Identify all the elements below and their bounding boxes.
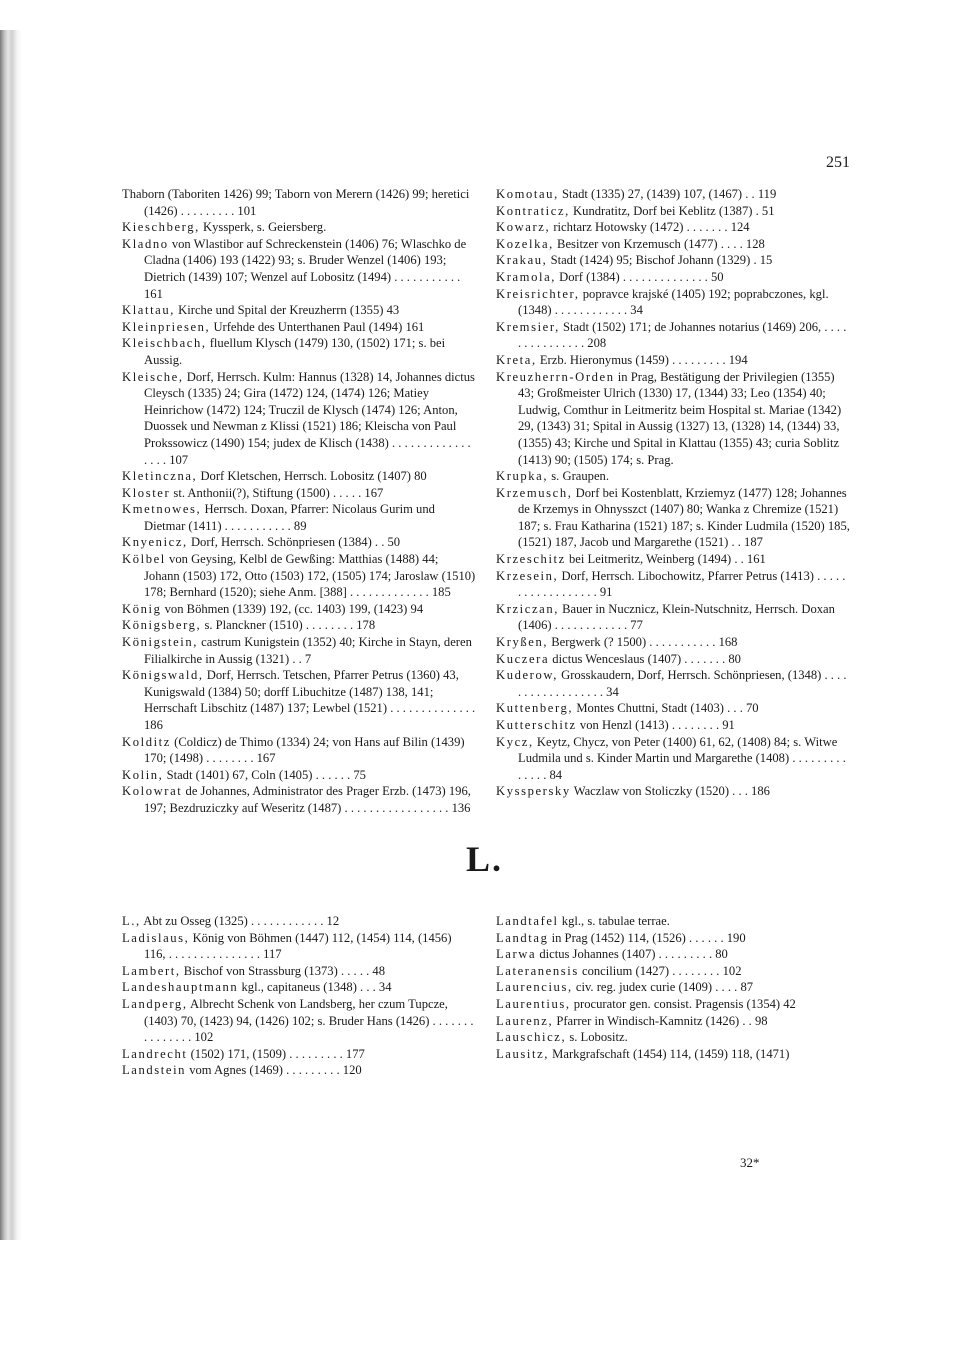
index-entry-text: Kyssperk, s. Geiersberg. bbox=[199, 220, 327, 235]
index-entry bbox=[496, 601, 851, 634]
index-entry-text: (Coldicz) de Thimo (1334) 24; von Hans auf Bilin (1439) 170; (1498) . . . . . . . . 167 bbox=[144, 734, 465, 766]
index-entry-headword: Ladislaus, bbox=[122, 930, 190, 945]
index-entry-text: Stadt (1401) 67, Coln (1405) . . . . . . 75 bbox=[163, 767, 366, 782]
index-entry bbox=[122, 634, 476, 667]
index-entry-text: castrum Kunigstein (1352) 40; Kirche in Stayn, deren Filialkirche in Aussig (1321) . . 7 bbox=[144, 635, 472, 666]
index-entry-text: Herrsch. Doxan, Pfarrer: Nicolaus Gurim und Dietmar (1411) . . . . . . . . . . . 89 bbox=[144, 502, 435, 533]
index-entry-headword: Larwa bbox=[496, 947, 537, 962]
index-entry-headword: Krzeschitz bbox=[496, 552, 566, 567]
index-entry bbox=[122, 302, 476, 319]
index-entry-text: Kundratitz, Dorf bei Keblitz (1387) . 51 bbox=[569, 203, 775, 218]
index-entry-headword: Landrecht bbox=[122, 1046, 188, 1061]
index-entry bbox=[496, 930, 851, 947]
index-entry-headword: Landtag bbox=[496, 930, 549, 945]
index-entry bbox=[496, 485, 851, 551]
index-entry bbox=[122, 335, 476, 368]
index-entry bbox=[496, 1029, 851, 1046]
index-entry-text: Grosskaudern, Dorf, Herrsch. Schönpriesen, (1348) . . . . . . . . . . . . . . . . . . 34 bbox=[518, 668, 847, 699]
index-entry bbox=[122, 501, 476, 534]
index-entry-text: Dorf, Herrsch. Libochowitz, Pfarrer Petrus (1413) . . . . . . . . . . . . . . . . . . 91 bbox=[518, 568, 846, 600]
index-entry-headword: Knyenicz, bbox=[122, 535, 188, 550]
index-entry-headword: Kolowrat bbox=[122, 784, 183, 799]
index-entry bbox=[496, 352, 851, 369]
index-entry-headword: Kramola, bbox=[496, 269, 557, 284]
index-entry bbox=[122, 236, 476, 302]
index-entry bbox=[496, 717, 851, 734]
index-column-left-bottom bbox=[122, 913, 476, 1079]
index-entry-text: von Wlastibor auf Schreckenstein (1406) 76; Wlaschko de Cladna (1406) 193 (1422) 93; s. Bruder Wenzel (1406) 193; Dietrich (1439) 107; Wenzel auf Lobositz (1494) . . . . . . . . . . . 161 bbox=[144, 236, 467, 301]
index-entry-headword: Königstein, bbox=[122, 635, 199, 650]
index-entry bbox=[496, 252, 851, 269]
index-entry-text: (1502) 171, (1509) . . . . . . . . . 177 bbox=[187, 1046, 365, 1061]
index-entry bbox=[496, 236, 851, 253]
index-entry-headword: Kölbel bbox=[122, 552, 166, 567]
index-entry-headword: Lausitz, bbox=[496, 1046, 550, 1061]
index-entry-headword: Komotau, bbox=[496, 187, 559, 201]
index-entry-text: concilium (1427) . . . . . . . . 102 bbox=[578, 963, 742, 978]
index-entry-headword: Kontraticz, bbox=[496, 203, 570, 218]
index-entry-headword: Krzemusch, bbox=[496, 485, 573, 500]
index-entry-headword: Kremsier, bbox=[496, 319, 560, 334]
index-entry-text: procurator gen. consist. Pragensis (1354) 42 bbox=[570, 996, 796, 1011]
index-entry-text: civ. reg. judex curie (1409) . . . . 87 bbox=[572, 980, 754, 995]
index-entry-text: Abt zu Osseg (1325) . . . . . . . . . . . . 12 bbox=[140, 914, 340, 928]
index-entry-text: de Johannes, Administrator des Prager Erzb. (1473) 196, 197; Bezdruziczky auf Weseritz (1487) . . . . . . . . . . . . . . . . . 136 bbox=[144, 784, 471, 815]
index-entry-text: kgl., s. tabulae terrae. bbox=[558, 914, 670, 928]
index-entry-text: Dorf bei Kostenblatt, Krziemyz (1477) 128; Johannes de Krzemys in Ohnysszct (1407) 80; Wanka z Chremize (1521) 187; s. Frau Katharina (1521) 187; s. Kinder Ludmila (1520) 185, (1521) 187, Jacob und Margarethe (1521) . . 187 bbox=[518, 485, 850, 550]
index-entry-text: von Henzl (1413) . . . . . . . . 91 bbox=[576, 718, 735, 732]
index-entry bbox=[496, 667, 851, 700]
index-entry-text: s. Lobositz. bbox=[566, 1030, 628, 1045]
index-entry-headword: Kletinczna, bbox=[122, 469, 198, 484]
index-entry-text: fluellum Klysch (1479) 130, (1502) 171; s. bei Aussig. bbox=[144, 336, 446, 367]
index-entry-headword: Kuczera bbox=[496, 651, 550, 666]
index-entry bbox=[496, 634, 851, 651]
index-entry-text: Dorf, Herrsch. Schönpriesen (1384) . . 50 bbox=[187, 535, 401, 550]
index-entry bbox=[496, 269, 851, 286]
index-entry-headword: Königswald, bbox=[122, 668, 204, 683]
index-entry-headword: Landeshauptmann bbox=[122, 980, 239, 995]
index-entry-text: Dorf, Herrsch. Kulm: Hannus (1328) 14, Johannes dictus Cleysch (1335) 24; Gira (1472) 124, (1474) 126; Matiey Heinrichow (1472) 124; Truczil de Klysch (1474) 126; Anton, Duossek und Newman z Klissi (1521) 186; Kleischa von Paul Prokssowicz (1490) 154; judex de Klisch (1438) . . . . . . . . . . . . . . . . . 107 bbox=[144, 369, 475, 467]
index-entry-headword: Kuttenberg, bbox=[496, 701, 574, 716]
index-entry-text: Pfarrer in Windisch-Kamnitz (1426) . . 98 bbox=[553, 1013, 768, 1028]
index-column-left-top bbox=[122, 186, 476, 817]
index-entry bbox=[122, 767, 476, 784]
index-entry-text: kgl., capitaneus (1348) . . . 34 bbox=[238, 980, 392, 995]
index-entry bbox=[496, 996, 851, 1013]
index-entry bbox=[122, 734, 476, 767]
index-entry-headword: Laurencius, bbox=[496, 980, 573, 995]
index-entry bbox=[496, 369, 851, 469]
index-entry-text: Dorf Kletschen, Herrsch. Lobositz (1407) 80 bbox=[197, 469, 427, 484]
index-entry-text: Erzb. Hieronymus (1459) . . . . . . . . . 194 bbox=[536, 352, 748, 367]
index-entry-headword: Kleinpriesen, bbox=[122, 319, 211, 334]
index-entry-text: Keytz, Chycz, von Peter (1400) 61, 62, (1408) 84; s. Witwe Ludmila und s. Kinder Martin und Margarethe (1408) . . . . . . . . . . . . . . 84 bbox=[518, 734, 846, 782]
index-entry-headword: Kolditz bbox=[122, 734, 171, 749]
page-number: 251 bbox=[826, 154, 850, 171]
index-entry bbox=[496, 551, 851, 568]
index-column-right-top bbox=[496, 186, 851, 800]
index-entry-headword: Kutterschitz bbox=[496, 718, 577, 732]
index-entry-text: in Prag, Bestätigung der Privilegien (1355) 43; Großmeister Ulrich (1330) 17, (1344) 33; Leo (1354) 40; Ludwig, Comthur in Leitmeritz beim Hospital st. Mariae (1342) 29, (1343) 31; Spital in Aussig (1327) 13, (1328) 14, (1344) 33, (1355) 43; Kirche und Spital in Klattau (1355) 43; curia Soblitz (1413) 90; (1505) 174; s. Prag. bbox=[518, 369, 842, 467]
index-entry-headword: Landperg, bbox=[122, 996, 188, 1011]
index-entry-headword: L., bbox=[122, 914, 141, 928]
index-entry-text: dictus Johannes (1407) . . . . . . . . . 80 bbox=[536, 947, 728, 962]
index-entry-text: Kirche und Spital der Kreuzherrn (1355) 43 bbox=[175, 303, 400, 318]
index-entry-headword: Laurenz, bbox=[496, 1013, 554, 1028]
index-entry-text: Stadt (1335) 27, (1439) 107, (1467) . . 119 bbox=[558, 187, 777, 201]
index-entry bbox=[122, 996, 476, 1046]
index-entry-text: bei Leitmeritz, Weinberg (1494) . . 161 bbox=[565, 552, 766, 567]
index-entry-text: vom Agnes (1469) . . . . . . . . . 120 bbox=[186, 1063, 362, 1078]
index-entry bbox=[122, 468, 476, 485]
index-entry-text: Urfehde des Unterthanen Paul (1494) 161 bbox=[210, 319, 425, 334]
index-entry-headword: Kreta, bbox=[496, 352, 537, 367]
index-entry bbox=[122, 1062, 476, 1079]
index-entry bbox=[122, 930, 476, 963]
index-entry-text: st. Anthonii(?), Stiftung (1500) . . . . . 167 bbox=[170, 485, 384, 500]
index-entry-text: richtarz Hotowsky (1472) . . . . . . . 124 bbox=[550, 220, 750, 235]
index-entry-headword: Krzesein, bbox=[496, 568, 559, 583]
index-entry-headword: Landtafel bbox=[496, 914, 559, 928]
index-entry bbox=[122, 219, 476, 236]
index-entry-text: Dorf (1384) . . . . . . . . . . . . . . 50 bbox=[556, 269, 724, 284]
index-entry bbox=[496, 734, 851, 784]
index-entry-headword: Krupka, bbox=[496, 469, 549, 484]
index-entry bbox=[496, 319, 851, 352]
index-entry bbox=[496, 783, 851, 800]
index-entry-headword: Krziczan, bbox=[496, 601, 559, 616]
index-entry bbox=[122, 485, 476, 502]
index-entry-headword: Kleische, bbox=[122, 369, 184, 384]
index-entry bbox=[496, 203, 851, 220]
index-entry-headword: Landstein bbox=[122, 1063, 187, 1078]
index-entry-headword: Kmetnowes, bbox=[122, 502, 202, 517]
index-entry bbox=[122, 369, 476, 469]
index-entry bbox=[496, 568, 851, 601]
index-entry-text: popravce krajské (1405) 192; poprabczones, kgl. (1348) . . . . . . . . . . . . 34 bbox=[518, 286, 829, 318]
index-column-right-bottom bbox=[496, 913, 851, 1062]
index-entry-text: Montes Chuttni, Stadt (1403) . . . 70 bbox=[573, 701, 759, 716]
index-entry bbox=[122, 617, 476, 634]
index-entry bbox=[496, 700, 851, 717]
index-entry-text: Stadt (1502) 171; de Johannes notarius (1469) 206, . . . . . . . . . . . . . . . 208 bbox=[518, 319, 847, 351]
index-entry-headword: Kreuzherrn-Orden bbox=[496, 369, 615, 384]
index-entry bbox=[122, 319, 476, 336]
index-entry bbox=[122, 551, 476, 601]
index-entry-text: Bischof von Strassburg (1373) . . . . . 48 bbox=[180, 963, 386, 978]
index-entry-headword: Kuderow, bbox=[496, 668, 558, 683]
index-entry-headword: Kreisrichter, bbox=[496, 286, 580, 301]
index-entry bbox=[496, 468, 851, 485]
index-entry bbox=[496, 186, 851, 203]
index-entry-headword: Kladno bbox=[122, 236, 169, 251]
index-entry-text: Stadt (1424) 95; Bischof Johann (1329) . 15 bbox=[547, 253, 773, 268]
index-entry-text: Thaborn (Taboriten 1426) 99; Taborn von Merern (1426) 99; heretici (1426) . . . . . . . . . 101 bbox=[122, 187, 470, 218]
index-entry bbox=[122, 186, 476, 219]
index-entry-text: Dorf, Herrsch. Tetschen, Pfarrer Petrus (1360) 43, Kunigswald (1384) 50; dorff Libuchitze (1487) 138, 141; Herrschaft Libschitz (1487) 137; Lewbel (1521) . . . . . . . . . . . . . . 186 bbox=[144, 668, 476, 732]
printer-signature-mark: 32* bbox=[740, 1155, 760, 1170]
index-entry bbox=[122, 963, 476, 980]
index-entry-headword: Kysspersky bbox=[496, 784, 571, 799]
index-entry bbox=[496, 1013, 851, 1030]
index-entry-headword: Kieschberg, bbox=[122, 220, 200, 235]
index-entry-headword: Kozelka, bbox=[496, 236, 554, 251]
index-entry bbox=[496, 979, 851, 996]
index-entry bbox=[496, 651, 851, 668]
index-entry-text: Albrecht Schenk von Landsberg, her czum Tupcze, (1403) 70, (1423) 94, (1426) 102; s. Bruder Hans (1426) . . . . . . . . . . . . . . . 102 bbox=[144, 996, 474, 1045]
index-entry-headword: Kycz, bbox=[496, 734, 534, 749]
index-entry-headword: Laurentius, bbox=[496, 996, 571, 1011]
index-entry bbox=[496, 1046, 851, 1063]
index-entry-headword: König bbox=[122, 601, 162, 616]
index-entry bbox=[122, 913, 476, 930]
index-entry-headword: Kryßen, bbox=[496, 635, 549, 650]
index-entry bbox=[496, 219, 851, 236]
index-entry-headword: Königsberg, bbox=[122, 618, 202, 633]
index-entry bbox=[122, 601, 476, 618]
section-letter-heading: L. bbox=[466, 839, 504, 879]
index-entry-headword: Krakau, bbox=[496, 253, 548, 268]
index-entry bbox=[122, 783, 476, 816]
index-entry bbox=[122, 1046, 476, 1063]
index-entry-headword: Kleischbach, bbox=[122, 336, 207, 351]
index-entry-text: Bergwerk (? 1500) . . . . . . . . . . . 168 bbox=[548, 635, 738, 650]
index-entry-headword: Kolin, bbox=[122, 767, 164, 782]
index-entry-text: dictus Wenceslaus (1407) . . . . . . . 80 bbox=[549, 651, 741, 666]
index-entry bbox=[122, 979, 476, 996]
index-entry-text: Besitzer von Krzemusch (1477) . . . . 128 bbox=[553, 236, 765, 251]
index-entry-text: s. Planckner (1510) . . . . . . . . 178 bbox=[201, 618, 376, 633]
index-entry-headword: Klattau, bbox=[122, 303, 176, 318]
index-entry-text: Markgrafschaft (1454) 114, (1459) 118, (1471) bbox=[549, 1046, 790, 1061]
index-entry-text: s. Graupen. bbox=[548, 469, 609, 484]
index-entry-headword: Kloster bbox=[122, 485, 171, 500]
index-entry-text: Waczlaw von Stoliczky (1520) . . . 186 bbox=[570, 784, 770, 799]
index-entry bbox=[122, 667, 476, 733]
index-entry bbox=[496, 946, 851, 963]
index-entry-text: von Böhmen (1339) 192, (cc. 1403) 199, (1423) 94 bbox=[161, 601, 424, 616]
index-entry-headword: Lateranensis bbox=[496, 963, 579, 978]
index-entry bbox=[496, 963, 851, 980]
index-entry bbox=[496, 913, 851, 930]
index-entry-text: von Geysing, Kelbl de Gewßing: Matthias (1488) 44; Johann (1503) 172, Otto (1503) 172, (1505) 174; Jaroslaw (1510) 178; Bernhard (1520); siehe Anm. [388] . . . . . . . . . . . . . 185 bbox=[144, 552, 476, 600]
index-entry-text: Bauer in Nucznicz, Klein-Nutschnitz, Herrsch. Doxan (1406) . . . . . . . . . . . . 77 bbox=[518, 601, 835, 633]
index-entry-headword: Lambert, bbox=[122, 963, 181, 978]
index-entry bbox=[496, 286, 851, 319]
index-entry-headword: Lauschicz, bbox=[496, 1030, 567, 1045]
index-entry-text: in Prag (1452) 114, (1526) . . . . . . 190 bbox=[548, 930, 746, 945]
index-entry-headword: Kowarz, bbox=[496, 220, 551, 235]
index-entry bbox=[122, 534, 476, 551]
book-binding-edge bbox=[0, 30, 22, 1240]
index-entry-text: König von Böhmen (1447) 112, (1454) 114, (1456) 116, . . . . . . . . . . . . . . . 117 bbox=[144, 930, 452, 962]
